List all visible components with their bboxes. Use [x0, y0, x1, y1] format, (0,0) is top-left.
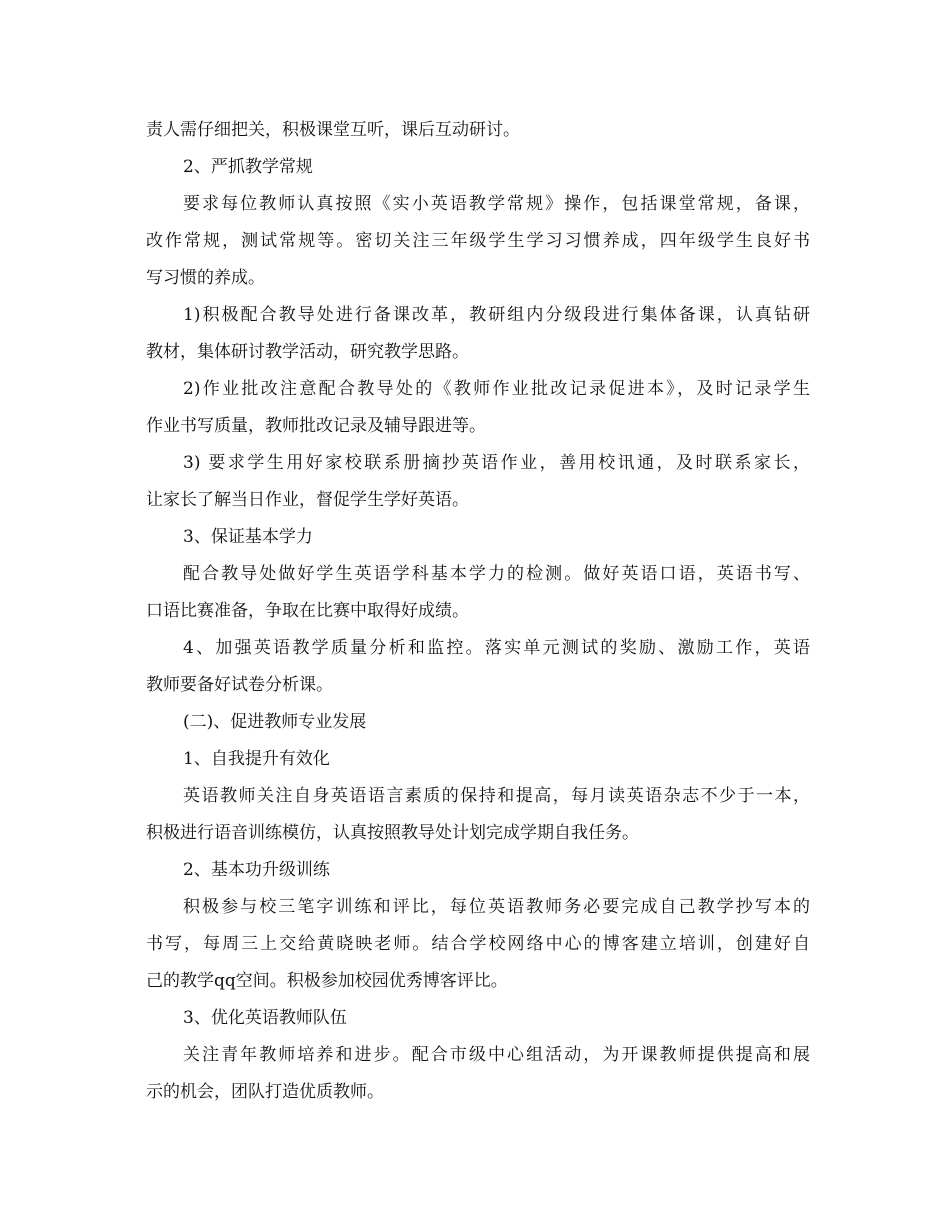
text-line: 1)积极配合教导处进行备课改革，教研组内分级段进行集体备课，认真钻研 — [183, 305, 810, 325]
text-line: 让家长了解当日作业，督促学生学好英语。 — [146, 490, 469, 510]
text-line: 2)作业批改注意配合教导处的《教师作业批改记录促进本》，及时记录学生 — [183, 379, 810, 399]
text-line: 关注青年教师培养和进步。配合市级中心组活动，为开课教师提供提高和展 — [183, 1045, 810, 1065]
text-line: 配合教导处做好学生英语学科基本学力的检测。做好英语口语，英语书写、 — [183, 564, 810, 584]
text-line: 积极进行语音训练模仿，认真按照教导处计划完成学期自我任务。 — [146, 823, 639, 843]
text-line: 英语教师关注自身英语语言素质的保持和提高，每月读英语杂志不少于一本， — [183, 786, 810, 806]
text-line: 4、加强英语教学质量分析和监控。落实单元测试的奖励、激励工作，英语 — [183, 638, 810, 658]
text-line: 教师要备好试卷分析课。 — [146, 675, 333, 695]
text-line: 1、自我提升有效化 — [183, 749, 330, 769]
text-line: 2、严抓教学常规 — [183, 157, 313, 177]
text-line: 3、优化英语教师队伍 — [183, 1008, 347, 1028]
document-body — [146, 112, 810, 1111]
text-line: 教材，集体研讨教学活动，研究教学思路。 — [146, 342, 469, 362]
text-line: 书写，每周三上交给黄晓映老师。结合学校网络中心的博客建立培训，创建好自 — [146, 934, 810, 954]
text-line: 己的教学qq空间。积极参加校园优秀博客评比。 — [146, 971, 508, 991]
text-line: 口语比赛准备，争取在比赛中取得好成绩。 — [146, 601, 469, 621]
text-line: (二)、促进教师专业发展 — [183, 712, 367, 732]
text-line: 改作常规，测试常规等。密切关注三年级学生学习习惯养成，四年级学生良好书 — [146, 231, 810, 251]
text-line: 示的机会，团队打造优质教师。 — [146, 1082, 384, 1102]
text-line: 责人需仔细把关，积极课堂互听，课后互动研讨。 — [146, 120, 520, 140]
text-line: 2、基本功升级训练 — [183, 860, 330, 880]
text-line: 3、保证基本学力 — [183, 527, 313, 547]
text-line: 积极参与校三笔字训练和评比，每位英语教师务必要完成自己教学抄写本的 — [183, 897, 810, 917]
text-line: 要求每位教师认真按照《实小英语教学常规》操作，包括课堂常规，备课， — [183, 194, 810, 214]
text-line: 作业书写质量，教师批改记录及辅导跟进等。 — [146, 416, 486, 436]
text-line: 3) 要求学生用好家校联系册摘抄英语作业，善用校讯通，及时联系家长， — [183, 453, 810, 473]
text-line: 写习惯的养成。 — [146, 268, 265, 288]
